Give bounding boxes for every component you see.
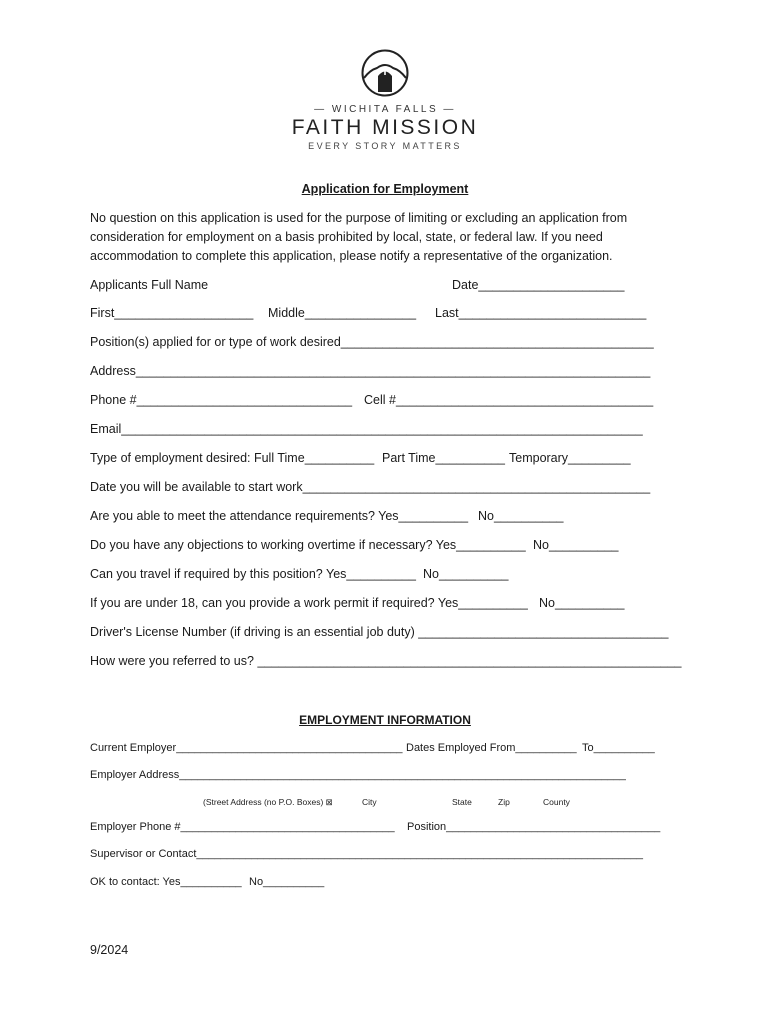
hint-county: County: [543, 797, 570, 807]
dates-from-label: Dates Employed From__________: [406, 742, 577, 754]
cell-label: Cell #_____________________________________: [364, 393, 654, 407]
revision-date: 9/2024: [90, 943, 129, 957]
date-field[interactable]: [452, 278, 624, 292]
faith-mission-logo: [280, 48, 490, 158]
phone-label: Phone #_______________________________: [90, 393, 353, 407]
current-employer-label: Current Employer_____________________________________: [90, 742, 403, 754]
part-time-field[interactable]: [382, 451, 505, 465]
dates-from-field[interactable]: [406, 742, 577, 754]
first-name-label: First____________________: [90, 306, 254, 320]
employment-section-title: EMPLOYMENT INFORMATION: [299, 713, 471, 727]
employer-phone-field[interactable]: [90, 821, 395, 833]
position-desired-label: Position(s) applied for or type of work desired_____________________________________________: [90, 335, 654, 349]
page-title: Application for Employment: [301, 182, 469, 196]
part-time-label: Part Time__________: [382, 451, 506, 465]
work-permit-label: If you are under 18, can you provide a work permit if required? Yes__________: [90, 596, 528, 610]
drivers-license-field[interactable]: [90, 625, 668, 639]
overtime-no-label: No__________: [533, 538, 619, 552]
address-label: Address__________________________________________________________________________: [90, 364, 651, 378]
date-label: Date_____________________: [452, 278, 625, 292]
ok-to-contact-yes-field[interactable]: [90, 876, 242, 888]
attendance-yes-field[interactable]: [90, 509, 468, 523]
last-name-field[interactable]: [435, 306, 646, 320]
temporary-label: Temporary_________: [509, 451, 631, 465]
ok-to-contact-no-label: No__________: [249, 876, 325, 888]
overtime-no-field[interactable]: [533, 538, 619, 552]
referral-label: How were you referred to us? _____________________________________________________________: [90, 654, 682, 668]
logo-tagline: — WICHITA FALLS —: [314, 104, 456, 115]
attendance-label: Are you able to meet the attendance requirements? Yes__________: [90, 509, 469, 523]
ok-to-contact-label: OK to contact: Yes__________: [90, 876, 242, 888]
last-name-label: Last___________________________: [435, 306, 647, 320]
start-date-field[interactable]: [90, 480, 650, 494]
address-field[interactable]: [90, 364, 650, 378]
travel-no-label: No__________: [423, 567, 509, 581]
work-permit-no-field[interactable]: [539, 596, 625, 610]
middle-name-field[interactable]: [268, 306, 416, 320]
email-label: Email___________________________________________________________________________: [90, 422, 643, 436]
hint-city: City: [362, 797, 377, 807]
referral-field[interactable]: [90, 654, 682, 668]
supervisor-label: Supervisor or Contact_________________________________________________________________________: [90, 848, 643, 860]
employer-address-field[interactable]: [90, 769, 626, 781]
position-desired-field[interactable]: [90, 335, 654, 349]
full-name-label: Applicants Full Name: [90, 278, 209, 292]
email-field[interactable]: [90, 422, 643, 436]
logo-brand-name: FAITH MISSION: [291, 116, 479, 139]
employer-address-label: Employer Address_________________________________________________________________________: [90, 769, 626, 781]
temporary-field[interactable]: [509, 451, 631, 465]
travel-yes-field[interactable]: [90, 567, 416, 581]
overtime-label: Do you have any objections to working overtime if necessary? Yes__________: [90, 538, 526, 552]
hint-state: State: [452, 797, 472, 807]
overtime-yes-field[interactable]: [90, 538, 526, 552]
work-permit-yes-field[interactable]: [90, 596, 528, 610]
logo-motto: EVERY STORY MATTERS: [308, 141, 462, 151]
hint-zip: Zip: [498, 797, 510, 807]
attendance-no-field[interactable]: [478, 509, 564, 523]
middle-name-label: Middle________________: [268, 306, 417, 320]
full-name-row: [90, 278, 208, 292]
full-time-field[interactable]: __________: [304, 451, 375, 465]
dates-to-field[interactable]: [582, 742, 655, 754]
current-employer-field[interactable]: [90, 742, 403, 754]
intro-paragraph: No question on this application is used for the purpose of limiting or excluding an application from consideration for employment on a basis prohibited by local, state, or federal law. If you need accommodation to complete this application, please notify a representative of the organization.: [90, 211, 628, 263]
church-dome-cross-icon: [360, 48, 410, 98]
attendance-no-label: No__________: [478, 509, 564, 523]
employer-position-field[interactable]: [407, 821, 660, 833]
hint-street-address: (Street Address (no P.O. Boxes) ⊠: [203, 797, 333, 807]
first-name-field[interactable]: [90, 306, 253, 320]
travel-label: Can you travel if required by this position? Yes__________: [90, 567, 416, 581]
ok-to-contact-no-field[interactable]: [249, 876, 324, 888]
employer-phone-label: Employer Phone #___________________________________: [90, 821, 395, 833]
phone-field[interactable]: [90, 393, 352, 407]
supervisor-field[interactable]: [90, 848, 643, 860]
travel-no-field[interactable]: [423, 567, 509, 581]
cell-field[interactable]: [364, 393, 653, 407]
employment-type-row: [90, 451, 374, 465]
start-date-label: Date you will be available to start work__________________________________________________: [90, 480, 651, 494]
work-permit-no-label: No__________: [539, 596, 625, 610]
dates-to-label: To__________: [582, 742, 655, 754]
drivers-license-label: Driver's License Number (if driving is an essential job duty) ____________________________________: [90, 625, 669, 639]
employer-position-label: Position___________________________________: [407, 821, 661, 833]
employment-type-label: Type of employment desired: Full Time: [90, 451, 305, 465]
